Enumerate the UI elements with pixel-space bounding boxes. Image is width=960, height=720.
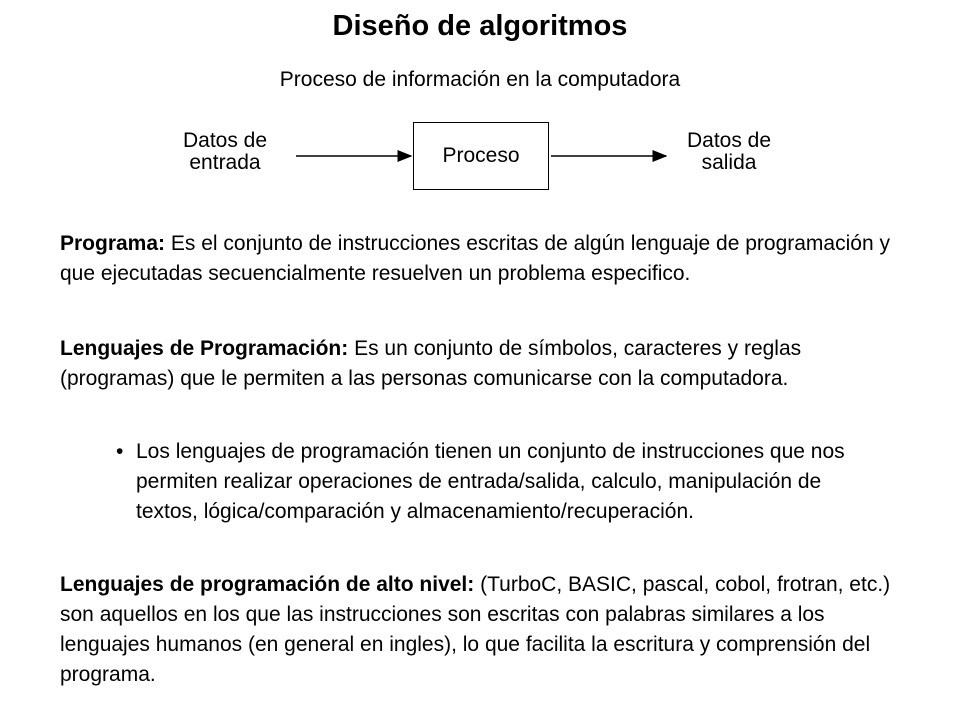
process-box [413, 122, 549, 190]
programa-text: Es el conjunto de instrucciones escritas de algún lenguaje de programación y que ejecutadas secuencialmente resuelven un problema especifico. [60, 232, 890, 285]
input-label-line2: entrada [189, 151, 261, 174]
bullet-marker: • [116, 440, 124, 463]
output-label-line2: salida [701, 151, 757, 174]
process-label: Proceso [442, 144, 520, 167]
output-label-line1: Datos de [686, 129, 772, 152]
lenguajes-term: Lenguajes de Programación: [60, 337, 349, 360]
output-data-label [664, 130, 794, 174]
lenguajes-paragraph [60, 334, 910, 394]
programa-term: Programa: [60, 232, 166, 255]
alto-nivel-term: Lenguajes de programación de alto nivel: [60, 573, 475, 596]
input-label-line1: Datos de [182, 129, 268, 152]
lenguajes-text: Es un conjunto de símbolos, caracteres y reglas (programas) que le permiten a las personas comunicarse con la computadora. [60, 337, 802, 390]
bullet-item [116, 437, 876, 527]
programa-paragraph [60, 229, 910, 289]
alto-nivel-paragraph [60, 570, 910, 690]
input-data-label [160, 130, 290, 174]
slide-title: Diseño de algoritmos [332, 10, 628, 42]
alto-nivel-text: (TurboC, BASIC, pascal, cobol, frotran, etc.) son aquellos en los que las instrucciones son escritas con palabras similares a los lenguajes humanos (en general en ingles), lo que facilita la escritura y comprensión del programa. [60, 573, 891, 686]
bullet-text: Los lenguajes de programación tienen un conjunto de instrucciones que nos permiten realizar operaciones de entrada/salida, calculo, manipulación de textos, lógica/comparación y almacenamiento/recuperación. [136, 440, 845, 523]
slide-subtitle: Proceso de información en la computadora [279, 68, 681, 91]
